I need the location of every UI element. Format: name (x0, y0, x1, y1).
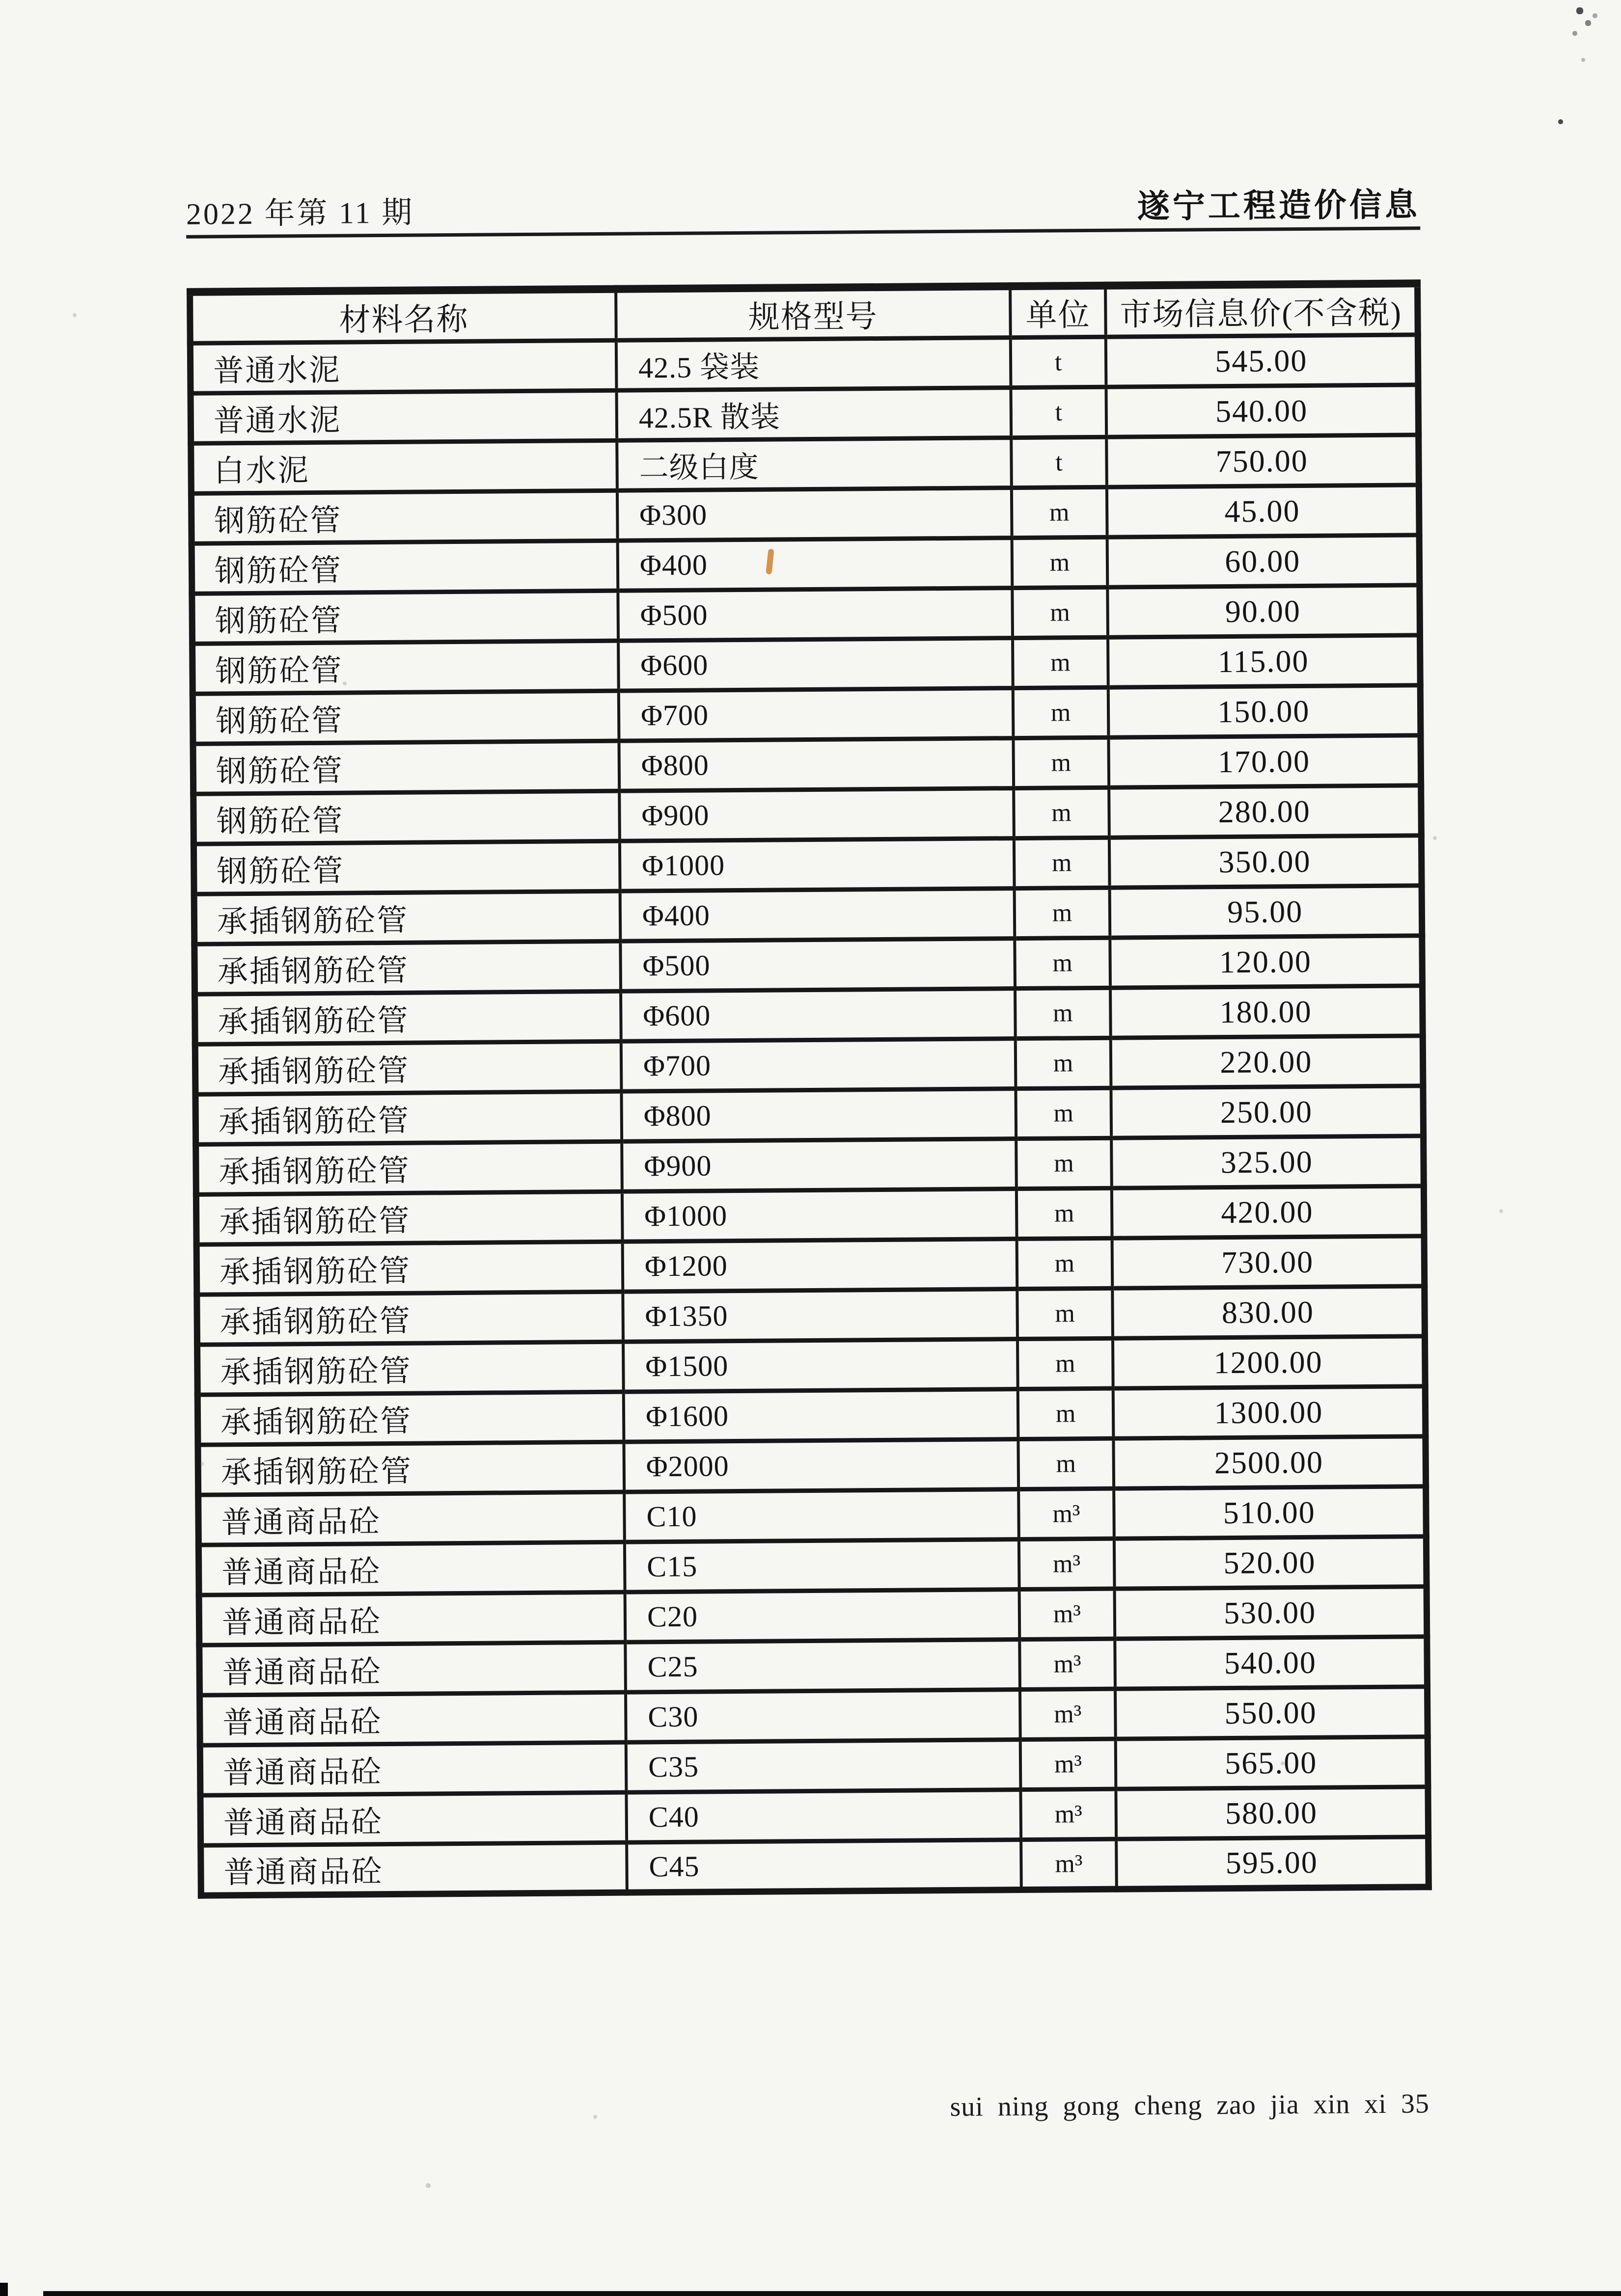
cell-spec: C25 (625, 1640, 1019, 1693)
cell-price: 350.00 (1109, 836, 1422, 888)
cell-material-name: 普通商品砼 (200, 1792, 627, 1845)
scan-noise-speckles (0, 0, 2, 2)
cell-spec: C10 (624, 1489, 1018, 1542)
cell-price: 150.00 (1108, 685, 1421, 737)
cell-unit: m (1013, 637, 1109, 688)
cell-unit: m (1013, 737, 1109, 788)
cell-spec: Φ900 (619, 788, 1014, 841)
material-price-table (187, 279, 1432, 1898)
cell-unit: m (1016, 1088, 1112, 1138)
cell-material-name: 承插钢筋砼管 (197, 1392, 624, 1445)
cell-unit: m (1017, 1388, 1114, 1439)
table-row (195, 1036, 1423, 1094)
cell-unit: m (1018, 1438, 1114, 1489)
table-row (197, 1286, 1425, 1345)
cell-price: 60.00 (1107, 535, 1420, 587)
cell-price: 220.00 (1111, 1036, 1423, 1088)
cell-spec: C15 (625, 1540, 1019, 1593)
cell-material-name: 普通商品砼 (199, 1592, 625, 1645)
cell-spec: 42.5 袋装 (616, 338, 1011, 391)
cell-material-name: 普通商品砼 (199, 1642, 626, 1695)
cell-unit: m (1017, 1238, 1113, 1289)
cell-unit: t (1010, 337, 1106, 387)
cell-unit: m (1016, 1138, 1112, 1189)
table-row (193, 836, 1422, 894)
cell-unit: m (1012, 587, 1108, 638)
cell-unit: m (1014, 787, 1110, 838)
cell-price: 730.00 (1112, 1236, 1425, 1288)
cell-spec: Φ900 (622, 1139, 1016, 1192)
cell-unit: m³ (1018, 1488, 1115, 1539)
cell-spec: 二级白度 (617, 438, 1011, 491)
cell-material-name: 钢筋砼管 (192, 591, 618, 644)
cell-price: 830.00 (1113, 1286, 1425, 1338)
page-footer: sui ning gong cheng zao jia xin xi 35 (950, 2088, 1430, 2123)
cell-spec: C45 (627, 1840, 1021, 1893)
cell-price: 1200.00 (1113, 1336, 1425, 1388)
cell-price: 250.00 (1111, 1086, 1424, 1138)
cell-price: 1300.00 (1113, 1386, 1426, 1438)
table-body (190, 335, 1429, 1895)
cell-price: 280.00 (1109, 785, 1422, 837)
cell-spec: C30 (626, 1690, 1020, 1743)
cell-unit: m³ (1020, 1789, 1117, 1839)
cell-material-name: 承插钢筋砼管 (195, 1041, 621, 1094)
cell-material-name: 普通商品砼 (200, 1692, 626, 1745)
cell-price: 325.00 (1112, 1136, 1424, 1188)
cell-unit: m³ (1021, 1839, 1117, 1890)
table-row (198, 1537, 1427, 1595)
cell-spec: Φ1000 (622, 1189, 1017, 1242)
cell-material-name: 普通水泥 (191, 390, 617, 443)
cell-price: 2500.00 (1114, 1436, 1426, 1488)
table-row (193, 735, 1421, 794)
cell-price: 45.00 (1107, 485, 1419, 537)
cell-material-name: 钢筋砼管 (193, 841, 620, 894)
column-header-spec: 规格型号 (616, 286, 1010, 340)
table-row (198, 1486, 1427, 1545)
cell-material-name: 钢筋砼管 (191, 490, 617, 543)
cell-unit: t (1011, 387, 1107, 437)
cell-price: 510.00 (1114, 1486, 1427, 1539)
cell-spec: Φ800 (619, 738, 1013, 791)
table-row (199, 1637, 1428, 1695)
cell-material-name: 普通商品砼 (201, 1842, 627, 1895)
cell-spec: Φ1200 (623, 1239, 1017, 1292)
cell-material-name: 承插钢筋砼管 (196, 1191, 622, 1244)
cell-material-name: 承插钢筋砼管 (195, 991, 621, 1044)
cell-spec: Φ300 (617, 488, 1012, 541)
cell-price: 580.00 (1116, 1787, 1429, 1839)
cell-spec: Φ800 (621, 1089, 1016, 1142)
cell-spec: Φ1600 (624, 1389, 1018, 1442)
cell-unit: m (1014, 837, 1110, 888)
cell-price: 115.00 (1108, 635, 1421, 687)
cell-price: 520.00 (1114, 1537, 1427, 1589)
table-row (199, 1587, 1427, 1645)
cell-material-name: 承插钢筋砼管 (196, 1141, 622, 1194)
table-row (192, 535, 1420, 594)
cell-spec: Φ1500 (623, 1339, 1017, 1392)
table-row (196, 1236, 1425, 1295)
column-header-unit: 单位 (1010, 286, 1106, 338)
cell-unit: m (1016, 1188, 1112, 1239)
cell-material-name: 承插钢筋砼管 (194, 891, 620, 944)
cell-material-name: 钢筋砼管 (193, 791, 620, 844)
table-row (192, 635, 1421, 694)
table-row (191, 435, 1419, 493)
cell-unit: m (1015, 988, 1111, 1038)
cell-material-name: 承插钢筋砼管 (197, 1342, 624, 1395)
issue-label: 2022 年第 11 期 (186, 196, 414, 231)
table-row (192, 685, 1421, 744)
cell-unit: m (1014, 888, 1110, 938)
cell-material-name: 承插钢筋砼管 (194, 941, 621, 994)
cell-spec: Φ400 (620, 889, 1015, 942)
cell-material-name: 承插钢筋砼管 (195, 1091, 622, 1144)
cell-material-name: 普通商品砼 (198, 1492, 625, 1545)
table-row (201, 1837, 1429, 1895)
cell-material-name: 普通水泥 (190, 340, 616, 393)
scan-artifact-bottom-strip (43, 2291, 1621, 2296)
cell-spec: Φ700 (619, 688, 1013, 741)
cell-unit: m³ (1020, 1739, 1116, 1789)
cell-unit: m (1015, 1038, 1111, 1088)
cell-price: 595.00 (1117, 1837, 1429, 1889)
cell-price: 565.00 (1116, 1737, 1428, 1789)
cell-material-name: 普通商品砼 (198, 1542, 625, 1595)
table-row (190, 335, 1418, 393)
cell-material-name: 钢筋砼管 (192, 641, 619, 694)
cell-material-name: 承插钢筋砼管 (197, 1292, 623, 1345)
table-row (191, 385, 1419, 443)
cell-material-name: 承插钢筋砼管 (196, 1242, 623, 1295)
cell-unit: m (1011, 487, 1107, 538)
table-row (200, 1737, 1428, 1795)
cell-spec: 42.5R 散装 (616, 388, 1011, 441)
table-row (194, 936, 1423, 994)
cell-spec: C35 (626, 1740, 1020, 1793)
cell-material-name: 白水泥 (191, 440, 617, 493)
table-row (200, 1787, 1429, 1845)
cell-price: 120.00 (1110, 936, 1423, 988)
cell-price: 90.00 (1108, 585, 1420, 637)
cell-spec: Φ600 (618, 638, 1013, 691)
table-row (197, 1386, 1426, 1445)
cell-unit: m (1015, 938, 1111, 988)
cell-spec: Φ2000 (624, 1439, 1018, 1492)
cell-unit: m³ (1018, 1539, 1115, 1589)
table-row (196, 1136, 1424, 1194)
cell-spec: Φ1350 (623, 1289, 1017, 1342)
table-row (195, 986, 1423, 1044)
cell-unit: m³ (1019, 1639, 1116, 1689)
table-header-row (190, 283, 1418, 343)
cell-spec: Φ600 (621, 989, 1015, 1042)
table-header (190, 283, 1418, 343)
cell-material-name: 钢筋砼管 (192, 540, 618, 594)
cell-spec: Φ1000 (620, 838, 1014, 891)
cell-spec: C40 (626, 1790, 1020, 1843)
cell-material-name: 承插钢筋砼管 (198, 1442, 624, 1495)
cell-price: 550.00 (1115, 1687, 1428, 1739)
table-row (200, 1687, 1428, 1745)
cell-price: 530.00 (1115, 1587, 1427, 1639)
table-row (197, 1336, 1426, 1395)
cell-unit: m (1017, 1338, 1113, 1389)
table-row (193, 785, 1422, 844)
table-row (196, 1186, 1424, 1244)
cell-spec: Φ400 (618, 538, 1012, 591)
cell-price: 540.00 (1106, 385, 1419, 437)
table-row (195, 1086, 1424, 1144)
cell-price: 545.00 (1106, 335, 1418, 387)
cell-material-name: 钢筋砼管 (193, 741, 619, 794)
cell-material-name: 普通商品砼 (200, 1742, 626, 1795)
cell-price: 420.00 (1112, 1186, 1424, 1238)
publication-title: 遂宁工程造价信息 (1137, 187, 1421, 225)
table-row (191, 485, 1419, 543)
cell-material-name: 钢筋砼管 (192, 691, 619, 744)
cell-price: 540.00 (1115, 1637, 1428, 1689)
cell-spec: Φ700 (621, 1039, 1016, 1092)
page-header (186, 178, 1421, 234)
cell-unit: m³ (1019, 1589, 1115, 1639)
cell-unit: m³ (1019, 1689, 1116, 1739)
column-header-price: 市场信息价(不含税) (1106, 283, 1418, 337)
cell-price: 170.00 (1109, 735, 1421, 787)
column-header-material-name: 材料名称 (190, 289, 616, 344)
table-row (192, 585, 1420, 644)
table-row (194, 886, 1422, 944)
cell-price: 750.00 (1107, 435, 1419, 487)
cell-spec: Φ500 (618, 588, 1012, 641)
cell-unit: t (1011, 437, 1107, 487)
cell-unit: m (1017, 1288, 1113, 1339)
table-row (198, 1436, 1426, 1495)
cell-unit: m (1013, 687, 1109, 738)
scan-artifact-corner-block (0, 2283, 8, 2296)
cell-price: 180.00 (1110, 986, 1423, 1038)
cell-spec: C20 (625, 1590, 1019, 1643)
cell-unit: m (1012, 537, 1108, 588)
cell-spec: Φ500 (620, 939, 1015, 992)
cell-price: 95.00 (1110, 886, 1422, 938)
